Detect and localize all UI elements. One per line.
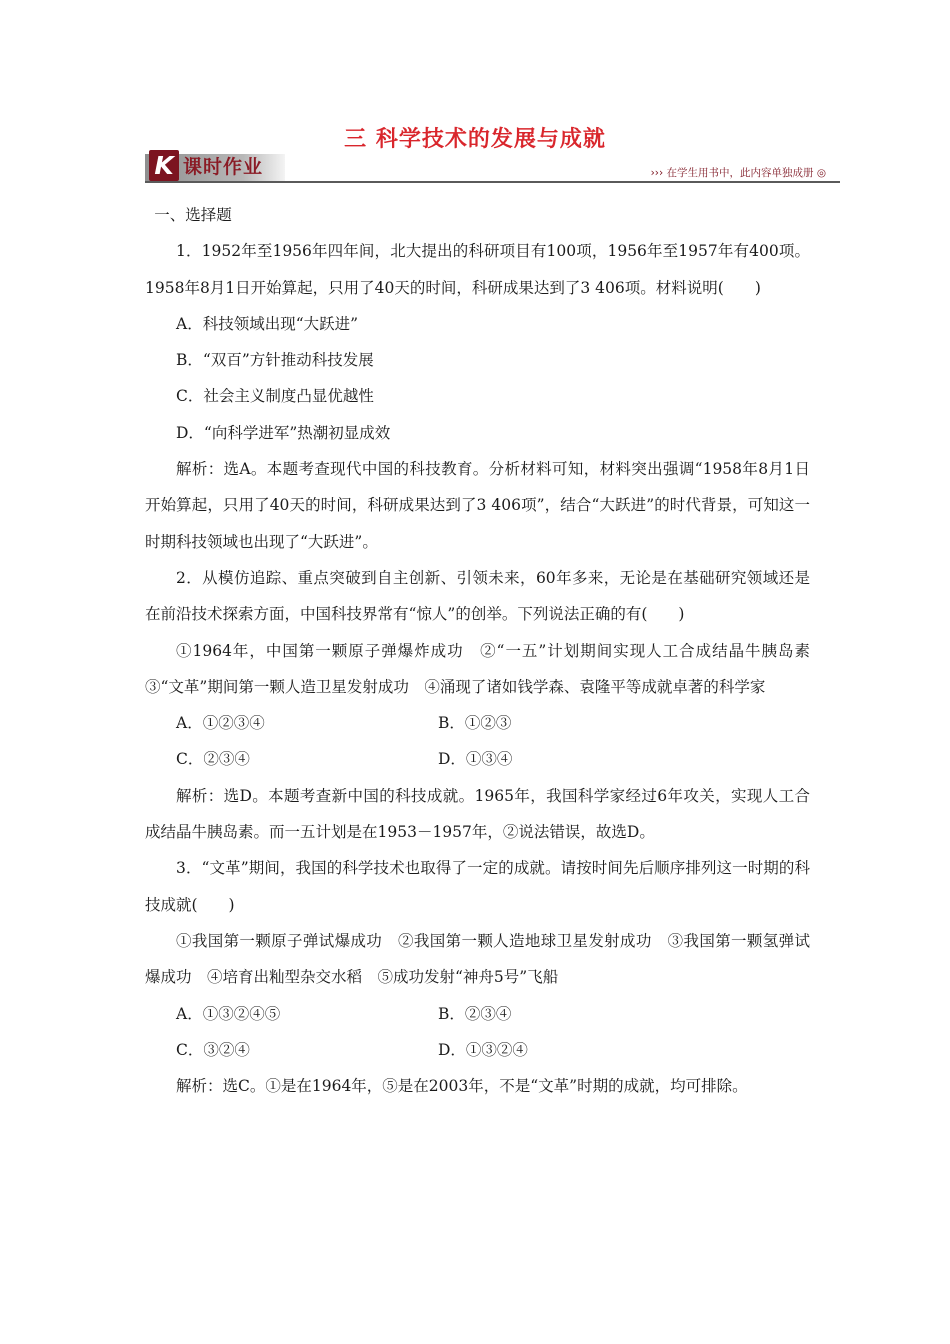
option-d: D．①③②④ [438,1040,528,1059]
question-stem: 2．从模仿追踪、重点突破到自主创新、引领未来，60年多来，无论是在基础研究领域还是在前沿技术探索方面，中国科技界常有“惊人”的创举。下列说法正确的有( ) [145,568,810,624]
option-c: C．③②④ [176,1040,250,1059]
option-row [145,741,810,777]
homework-banner [145,150,840,190]
option-a: A．科技领域出现“大跃进” [176,314,359,333]
analysis: 解析：选D。本题考查新中国的科技成就。1965年，我国科学家经过6年攻关，实现人工合成结晶牛胰岛素。而一五计划是在1953－1957年，②说法错误，故选D。 [145,786,810,842]
k-logo-icon: K [149,150,179,181]
option-a: A．①③②④⑤ [176,1004,281,1023]
option-a: A．①②③④ [176,714,265,733]
question-items: ①我国第一颗原子弹试爆成功 ②我国第一颗人造地球卫星发射成功 ③我国第一颗氢弹试爆成功 ④培育出籼型杂交水稻 ⑤成功发射“神舟5号”飞船 [145,931,810,987]
option-row [145,1032,810,1068]
section-heading: 一、选择题 [154,206,232,224]
option-b: B．①②③ [438,714,512,733]
question-stem: 3．“文革”期间，我国的科学技术也取得了一定的成就。请按时间先后顺序排列这一时期的科技成就( ) [145,859,810,914]
option-d: D．①③④ [438,750,513,769]
analysis: 解析：选C。①是在1964年，⑤是在2003年，不是“文革”时期的成就，均可排除。 [176,1077,748,1096]
option-b: B．“双百”方针推动科技发展 [176,351,374,370]
document-body [145,197,826,1104]
banner-divider [145,181,840,183]
option-d: D．“向科学进军”热潮初显成效 [176,423,391,442]
question-stem: 1．1952年至1956年四年间，北大提出的科研项目有100项，1956年至1957年有400项。1958年8月1日开始算起，只用了40天的时间，科研成果达到了3 406项。材料说明( ) [145,242,810,297]
option-b: B．②③④ [438,1004,512,1023]
analysis: 解析：选A。本题考查现代中国的科技教育。分析材料可知，材料突出强调“1958年8月1日开始算起，只用了40天的时间，科研成果达到了3 406项”，结合“大跃进”的时代背景，可知这一时期科技领域也出现了“大跃进”。 [145,460,810,551]
question-items: ①1964年，中国第一颗原子弹爆炸成功 ②“一五”计划期间实现人工合成结晶牛胰岛素 ③“文革”期间第一颗人造卫星发射成功 ④涌现了诸如钱学森、袁隆平等成就卓著的科学家 [145,641,826,696]
banner-label: 课时作业 [183,156,264,178]
option-row [145,705,810,741]
option-c: C．社会主义制度凸显优越性 [176,387,374,406]
option-c: C．②③④ [176,750,250,769]
banner-note: ››› 在学生用书中，此内容单独成册 ◎ [650,167,826,179]
page-title: 三 科学技术的发展与成就 [344,127,606,152]
option-row [145,996,810,1032]
